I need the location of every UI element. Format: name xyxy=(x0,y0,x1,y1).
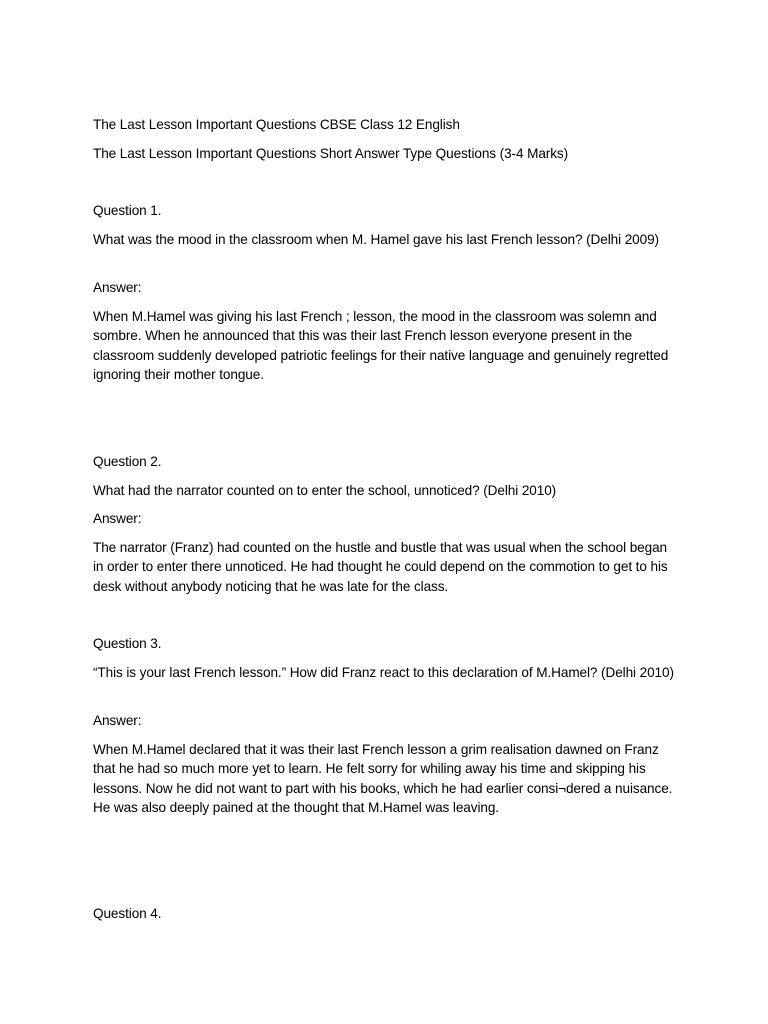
question-3-label: Question 3. xyxy=(93,636,162,651)
question-4-label: Question 4. xyxy=(93,906,162,921)
question-3-text: “This is your last French lesson.” How did Franz react to this declaration of M.Hamel? (Delhi 2010) xyxy=(93,665,674,680)
question-2-text: What had the narrator counted on to enter the school, unnoticed? (Delhi 2010) xyxy=(93,483,557,498)
question-1-answer-label: Answer: xyxy=(93,280,142,295)
document-subtitle: The Last Lesson Important Questions Short Answer Type Questions (3-4 Marks) xyxy=(93,146,569,161)
question-3-answer-label: Answer: xyxy=(93,713,142,728)
question-1-text: What was the mood in the classroom when M. Hamel gave his last French lesson? (Delhi 2009) xyxy=(93,232,659,247)
question-3-answer: When M.Hamel declared that it was their last French lesson a grim realisation dawned on Franz that he had so much more yet to learn. He felt sorry for whiling away his time and skipping his lessons. Now he did not want to part with his books, which he had earlier consi¬dered a nuisance. He was also deeply pained at the thought that M.Hamel was leaving. xyxy=(93,742,673,815)
question-1-answer: When M.Hamel was giving his last French ; lesson, the mood in the classroom was solemn and sombre. When he announced that this was their last French lesson everyone present in the classroom suddenly developed patriotic feelings for their native language and genuinely regretted ignoring their mother tongue. xyxy=(93,309,669,382)
question-2-answer-label: Answer: xyxy=(93,511,142,526)
document-title: The Last Lesson Important Questions CBSE Class 12 English xyxy=(93,117,460,132)
question-1-label: Question 1. xyxy=(93,203,162,218)
question-2-answer: The narrator (Franz) had counted on the hustle and bustle that was usual when the school began in order to enter there unnoticed. He had thought he could depend on the commotion to get to his desk without anybody noticing that he was late for the class. xyxy=(93,540,668,594)
question-2-label: Question 2. xyxy=(93,454,162,469)
